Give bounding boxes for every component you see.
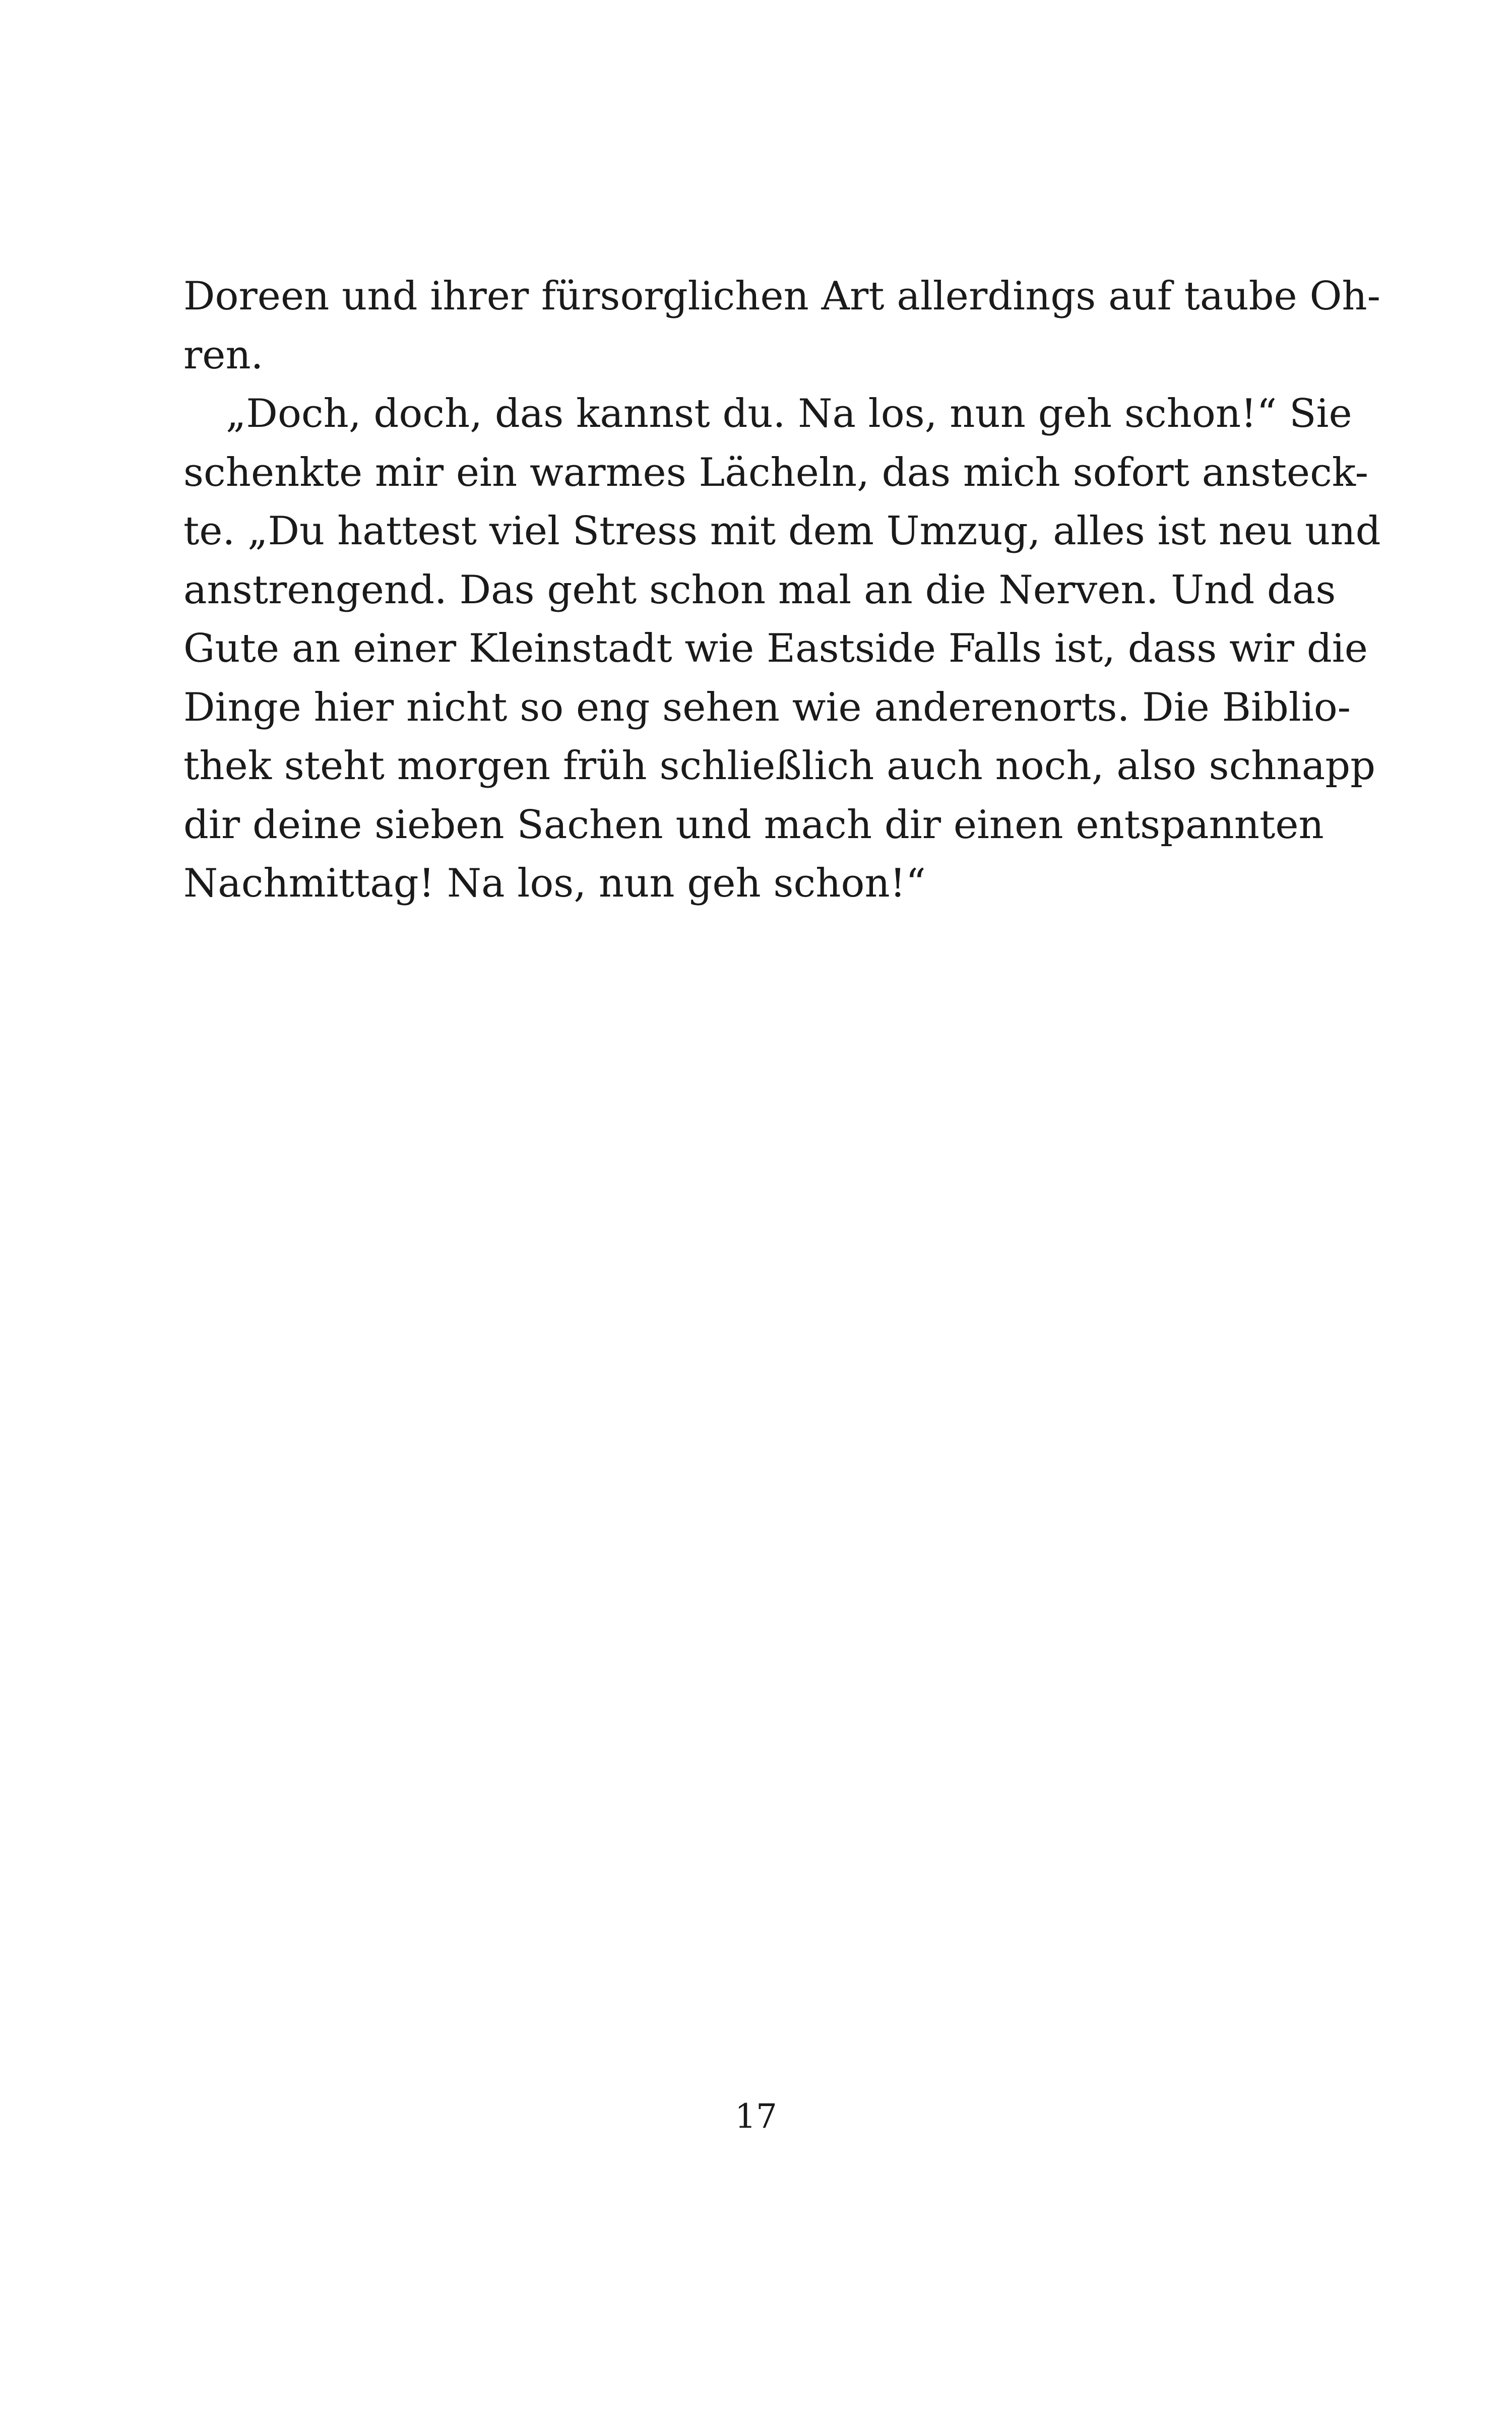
text-line: ren. bbox=[183, 332, 264, 378]
text-line: Nachmittag! Na los, nun geh schon!“ bbox=[183, 861, 926, 906]
text-line: schenkte mir ein warmes Lächeln, das mich sofort ansteck- bbox=[183, 450, 1369, 495]
text-line: Gute an einer Kleinstadt wie Eastside Falls ist, dass wir die bbox=[183, 626, 1368, 671]
paragraph-1 bbox=[183, 267, 1381, 385]
text-line: „Doch, doch, das kannst du. Na los, nun geh schon!“ Sie bbox=[226, 391, 1352, 436]
text-line: Dinge hier nicht so eng sehen wie anderenorts. Die Biblio- bbox=[183, 684, 1351, 730]
text-line: thek steht morgen früh schließlich auch noch, also schnapp bbox=[183, 743, 1376, 789]
text-line: te. „Du hattest viel Stress mit dem Umzug, alles ist neu und bbox=[183, 508, 1381, 554]
text-line: Doreen und ihrer fürsorglichen Art allerdings auf taube Oh- bbox=[183, 274, 1381, 319]
page-number: 17 bbox=[735, 2097, 777, 2136]
text-line: dir deine sieben Sachen und mach dir einen entspannten bbox=[183, 802, 1324, 848]
text-line: anstrengend. Das geht schon mal an die Nerven. Und das bbox=[183, 567, 1336, 613]
paragraph-2 bbox=[183, 385, 1381, 913]
body-text bbox=[183, 267, 1381, 913]
